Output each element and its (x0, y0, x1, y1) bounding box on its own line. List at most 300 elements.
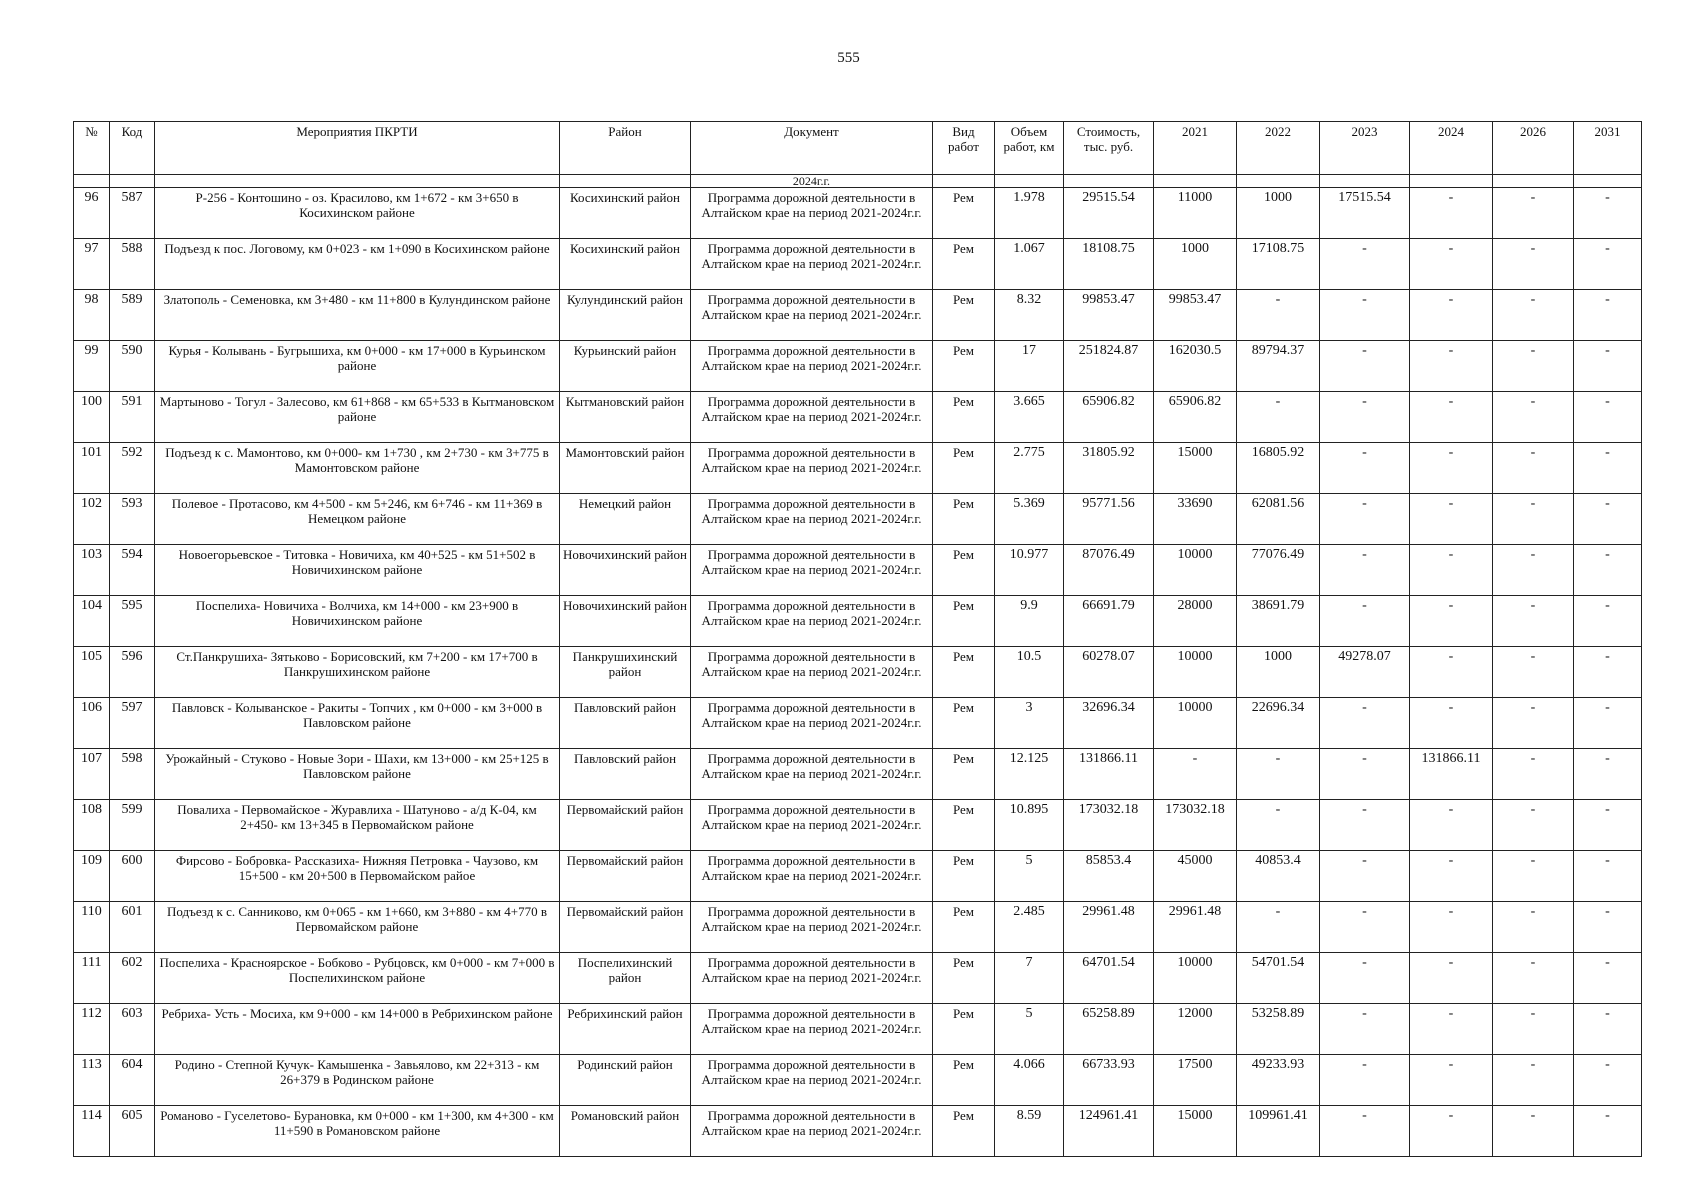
cell-cost: 65258.89 (1064, 1004, 1154, 1055)
cell-document: Программа дорожной деятельности в Алтайском крае на период 2021-2024г.г. (691, 596, 933, 647)
cell-2021: 11000 (1154, 188, 1237, 239)
cell-work-type: Рем (933, 800, 995, 851)
cell-cost: 124961.41 (1064, 1106, 1154, 1157)
cell-district: Павловский район (560, 749, 691, 800)
cell-no: 103 (74, 545, 110, 596)
cell-2031: - (1574, 188, 1642, 239)
cell-2026: - (1493, 239, 1574, 290)
cell-no: 104 (74, 596, 110, 647)
cell-2026: - (1493, 1055, 1574, 1106)
cell-cost: 60278.07 (1064, 647, 1154, 698)
cell-2023: 17515.54 (1320, 188, 1410, 239)
cell-2026: - (1493, 341, 1574, 392)
cell-event: Павловск - Колыванское - Ракиты - Топчих , км 0+000 - км 3+000 в Павловском районе (155, 698, 560, 749)
cell-event: Романово - Гуселетово- Бурановка, км 0+000 - км 1+300, км 4+300 - км 11+590 в Романовском районе (155, 1106, 560, 1157)
roads-program-table (73, 121, 1642, 1157)
cell-code: 595 (110, 596, 155, 647)
cell-2031: - (1574, 698, 1642, 749)
cell-cost: 29961.48 (1064, 902, 1154, 953)
cell-2031: - (1574, 1004, 1642, 1055)
cell-2022: 40853.4 (1237, 851, 1320, 902)
cell-2023: - (1320, 953, 1410, 1004)
cell-no: 110 (74, 902, 110, 953)
cell-document: Программа дорожной деятельности в Алтайском крае на период 2021-2024г.г. (691, 749, 933, 800)
cell-2022: - (1237, 290, 1320, 341)
cell-code: 601 (110, 902, 155, 953)
cell-volume: 12.125 (995, 749, 1064, 800)
cell-code: 590 (110, 341, 155, 392)
cell-volume: 1.978 (995, 188, 1064, 239)
cell-2024: - (1410, 953, 1493, 1004)
cell-volume: 5 (995, 1004, 1064, 1055)
header-2031: 2031 (1574, 122, 1642, 175)
continued-row (74, 175, 1642, 188)
cell-2024: - (1410, 800, 1493, 851)
cell-district: Курьинский район (560, 341, 691, 392)
cell-2021: 12000 (1154, 1004, 1237, 1055)
cell-2022: 1000 (1237, 647, 1320, 698)
cell-district: Ребрихинский район (560, 1004, 691, 1055)
cell-2026: - (1493, 800, 1574, 851)
cell-2031: - (1574, 800, 1642, 851)
table-header (74, 122, 1642, 175)
cell-2026: - (1493, 851, 1574, 902)
cell-2022: 22696.34 (1237, 698, 1320, 749)
cell-document: Программа дорожной деятельности в Алтайском крае на период 2021-2024г.г. (691, 290, 933, 341)
cell-2031: - (1574, 392, 1642, 443)
cell-2022: 109961.41 (1237, 1106, 1320, 1157)
cell-2023: - (1320, 239, 1410, 290)
cell-work-type: Рем (933, 188, 995, 239)
cell-no: 101 (74, 443, 110, 494)
cell-document: Программа дорожной деятельности в Алтайском крае на период 2021-2024г.г. (691, 953, 933, 1004)
cell-2026: - (1493, 188, 1574, 239)
cell-work-type: Рем (933, 545, 995, 596)
header-document: Документ (691, 122, 933, 175)
cell-cost: 99853.47 (1064, 290, 1154, 341)
cell-2031: - (1574, 647, 1642, 698)
cell-work-type: Рем (933, 443, 995, 494)
cell-2031: - (1574, 902, 1642, 953)
cell-event: Новоегорьевское - Титовка - Новичиха, км 40+525 - км 51+502 в Новичихинском районе (155, 545, 560, 596)
cell-2023: - (1320, 443, 1410, 494)
cell-event: Урожайный - Стуково - Новые Зори - Шахи, км 13+000 - км 25+125 в Павловском районе (155, 749, 560, 800)
cell-2022: 16805.92 (1237, 443, 1320, 494)
cell-2024: - (1410, 341, 1493, 392)
cell-2024: - (1410, 851, 1493, 902)
table-row (74, 902, 1642, 953)
cell-event: Ребриха- Усть - Мосиха, км 9+000 - км 14+000 в Ребрихинском районе (155, 1004, 560, 1055)
cell-code: 589 (110, 290, 155, 341)
table-row (74, 800, 1642, 851)
table-row (74, 953, 1642, 1004)
cell-document: Программа дорожной деятельности в Алтайском крае на период 2021-2024г.г. (691, 1004, 933, 1055)
cell-work-type: Рем (933, 851, 995, 902)
cell-2026: - (1493, 1004, 1574, 1055)
cell-2026: - (1493, 545, 1574, 596)
cell-2031: - (1574, 1055, 1642, 1106)
table-row (74, 188, 1642, 239)
cell-district: Поспелихинский район (560, 953, 691, 1004)
table-row (74, 1106, 1642, 1157)
cell-2031: - (1574, 1106, 1642, 1157)
table-row (74, 341, 1642, 392)
cell-2021: 10000 (1154, 953, 1237, 1004)
cell-2022: 38691.79 (1237, 596, 1320, 647)
cell-cost: 95771.56 (1064, 494, 1154, 545)
table-row (74, 1004, 1642, 1055)
cell-code: 591 (110, 392, 155, 443)
cell-2024: - (1410, 239, 1493, 290)
header-event: Мероприятия ПКРТИ (155, 122, 560, 175)
cell-2031: - (1574, 494, 1642, 545)
cell-document: Программа дорожной деятельности в Алтайском крае на период 2021-2024г.г. (691, 902, 933, 953)
cell-event: Повалиха - Первомайское - Журавлиха - Шатуново - а/д К-04, км 2+450- км 13+345 в Первомайском районе (155, 800, 560, 851)
cell-work-type: Рем (933, 647, 995, 698)
table-row (74, 494, 1642, 545)
cell-2024: - (1410, 290, 1493, 341)
cell-2031: - (1574, 443, 1642, 494)
table-row (74, 647, 1642, 698)
cell-no: 96 (74, 188, 110, 239)
table-row (74, 596, 1642, 647)
cell-2024: - (1410, 494, 1493, 545)
cell-volume: 4.066 (995, 1055, 1064, 1106)
cell-code: 593 (110, 494, 155, 545)
cell-event: Подъезд к пос. Логовому, км 0+023 - км 1+090 в Косихинском районе (155, 239, 560, 290)
cell-2031: - (1574, 596, 1642, 647)
cell-cost: 64701.54 (1064, 953, 1154, 1004)
cell-2024: - (1410, 545, 1493, 596)
cell-2021: 173032.18 (1154, 800, 1237, 851)
header-2021: 2021 (1154, 122, 1237, 175)
cell-code: 602 (110, 953, 155, 1004)
cell-2023: - (1320, 1106, 1410, 1157)
cell-2022: 17108.75 (1237, 239, 1320, 290)
cell-2023: - (1320, 545, 1410, 596)
cell-no: 97 (74, 239, 110, 290)
cell-work-type: Рем (933, 1055, 995, 1106)
cell-2022: 49233.93 (1237, 1055, 1320, 1106)
cell-code: 594 (110, 545, 155, 596)
cell-2031: - (1574, 851, 1642, 902)
cell-no: 111 (74, 953, 110, 1004)
cell-volume: 3 (995, 698, 1064, 749)
cell-work-type: Рем (933, 596, 995, 647)
cell-document: Программа дорожной деятельности в Алтайском крае на период 2021-2024г.г. (691, 1055, 933, 1106)
cell-document: Программа дорожной деятельности в Алтайском крае на период 2021-2024г.г. (691, 800, 933, 851)
cell-cost: 66733.93 (1064, 1055, 1154, 1106)
cell-2023: - (1320, 1055, 1410, 1106)
cell-2026: - (1493, 494, 1574, 545)
cell-2031: - (1574, 749, 1642, 800)
cell-2021: - (1154, 749, 1237, 800)
cell-cost: 131866.11 (1064, 749, 1154, 800)
cell-2024: - (1410, 647, 1493, 698)
cell-2031: - (1574, 341, 1642, 392)
cell-2031: - (1574, 239, 1642, 290)
cell-volume: 8.32 (995, 290, 1064, 341)
cell-volume: 9.9 (995, 596, 1064, 647)
cell-district: Панкрушихинский район (560, 647, 691, 698)
cell-volume: 5 (995, 851, 1064, 902)
cell-event: Поспелиха- Новичиха - Волчиха, км 14+000 - км 23+900 в Новичихинском районе (155, 596, 560, 647)
cell-2026: - (1493, 902, 1574, 953)
cell-no: 108 (74, 800, 110, 851)
cell-volume: 2.485 (995, 902, 1064, 953)
cell-volume: 7 (995, 953, 1064, 1004)
cell-2022: - (1237, 392, 1320, 443)
cell-2023: - (1320, 851, 1410, 902)
cell-2024: - (1410, 1055, 1493, 1106)
cell-document: Программа дорожной деятельности в Алтайском крае на период 2021-2024г.г. (691, 545, 933, 596)
cell-2021: 33690 (1154, 494, 1237, 545)
table-row (74, 749, 1642, 800)
cell-district: Первомайский район (560, 800, 691, 851)
cell-work-type: Рем (933, 749, 995, 800)
cell-2022: - (1237, 800, 1320, 851)
cell-2024: - (1410, 392, 1493, 443)
cell-cost: 87076.49 (1064, 545, 1154, 596)
cell-no: 109 (74, 851, 110, 902)
cell-district: Новочихинский район (560, 596, 691, 647)
cell-no: 113 (74, 1055, 110, 1106)
cell-2023: - (1320, 698, 1410, 749)
header-2022: 2022 (1237, 122, 1320, 175)
table-row (74, 290, 1642, 341)
cell-2026: - (1493, 698, 1574, 749)
cell-code: 603 (110, 1004, 155, 1055)
cell-2024: - (1410, 1004, 1493, 1055)
cell-event: Фирсово - Бобровка- Рассказиха- Нижняя Петровка - Чаузово, км 15+500 - км 20+500 в Первомайском райое (155, 851, 560, 902)
cell-district: Новочихинский район (560, 545, 691, 596)
header-2023: 2023 (1320, 122, 1410, 175)
cell-2021: 1000 (1154, 239, 1237, 290)
cell-code: 587 (110, 188, 155, 239)
cell-event: Златополь - Семеновка, км 3+480 - км 11+800 в Кулундинском районе (155, 290, 560, 341)
cell-district: Косихинский район (560, 188, 691, 239)
cell-2023: - (1320, 341, 1410, 392)
header-2026: 2026 (1493, 122, 1574, 175)
cell-no: 112 (74, 1004, 110, 1055)
cell-cost: 66691.79 (1064, 596, 1154, 647)
cell-2021: 17500 (1154, 1055, 1237, 1106)
cell-no: 105 (74, 647, 110, 698)
cell-code: 599 (110, 800, 155, 851)
cell-district: Родинский район (560, 1055, 691, 1106)
cell-document: Программа дорожной деятельности в Алтайском крае на период 2021-2024г.г. (691, 188, 933, 239)
cell-2024: 131866.11 (1410, 749, 1493, 800)
cell-event: Курья - Колывань - Бугрышиха, км 0+000 - км 17+000 в Курьинском районе (155, 341, 560, 392)
cell-2023: - (1320, 494, 1410, 545)
cell-2022: 77076.49 (1237, 545, 1320, 596)
cell-document: Программа дорожной деятельности в Алтайском крае на период 2021-2024г.г. (691, 341, 933, 392)
cell-2031: - (1574, 290, 1642, 341)
cell-2026: - (1493, 443, 1574, 494)
cell-cost: 251824.87 (1064, 341, 1154, 392)
cell-work-type: Рем (933, 494, 995, 545)
cell-volume: 10.977 (995, 545, 1064, 596)
cell-no: 114 (74, 1106, 110, 1157)
table-row (74, 698, 1642, 749)
cell-cost: 173032.18 (1064, 800, 1154, 851)
cell-volume: 10.5 (995, 647, 1064, 698)
cell-2024: - (1410, 902, 1493, 953)
continued-document: 2024г.г. (691, 175, 933, 188)
cell-2023: - (1320, 1004, 1410, 1055)
cell-volume: 2.775 (995, 443, 1064, 494)
cell-district: Первомайский район (560, 902, 691, 953)
cell-work-type: Рем (933, 341, 995, 392)
cell-2024: - (1410, 596, 1493, 647)
cell-event: Р-256 - Контошино - оз. Красилово, км 1+672 - км 3+650 в Косихинском районе (155, 188, 560, 239)
cell-document: Программа дорожной деятельности в Алтайском крае на период 2021-2024г.г. (691, 851, 933, 902)
cell-event: Мартыново - Тогул - Залесово, км 61+868 - км 65+533 в Кытмановском районе (155, 392, 560, 443)
cell-2022: 1000 (1237, 188, 1320, 239)
cell-2024: - (1410, 1106, 1493, 1157)
cell-2022: - (1237, 902, 1320, 953)
cell-work-type: Рем (933, 953, 995, 1004)
cell-code: 597 (110, 698, 155, 749)
cell-2021: 15000 (1154, 443, 1237, 494)
cell-cost: 29515.54 (1064, 188, 1154, 239)
header-cost: Стоимость, тыс. руб. (1064, 122, 1154, 175)
cell-no: 107 (74, 749, 110, 800)
cell-code: 592 (110, 443, 155, 494)
cell-document: Программа дорожной деятельности в Алтайском крае на период 2021-2024г.г. (691, 392, 933, 443)
cell-2026: - (1493, 953, 1574, 1004)
cell-2022: 54701.54 (1237, 953, 1320, 1004)
cell-cost: 85853.4 (1064, 851, 1154, 902)
cell-work-type: Рем (933, 392, 995, 443)
cell-code: 596 (110, 647, 155, 698)
cell-district: Романовский район (560, 1106, 691, 1157)
cell-2022: 53258.89 (1237, 1004, 1320, 1055)
cell-2026: - (1493, 749, 1574, 800)
cell-cost: 32696.34 (1064, 698, 1154, 749)
cell-event: Полевое - Протасово, км 4+500 - км 5+246, км 6+746 - км 11+369 в Немецком районе (155, 494, 560, 545)
header-work-type: Вид работ (933, 122, 995, 175)
cell-2024: - (1410, 443, 1493, 494)
cell-work-type: Рем (933, 698, 995, 749)
table-row (74, 392, 1642, 443)
cell-volume: 17 (995, 341, 1064, 392)
cell-code: 600 (110, 851, 155, 902)
cell-code: 605 (110, 1106, 155, 1157)
cell-2026: - (1493, 647, 1574, 698)
cell-cost: 65906.82 (1064, 392, 1154, 443)
table-row (74, 1055, 1642, 1106)
cell-event: Родино - Степной Кучук- Камышенка - Завьялово, км 22+313 - км 26+379 в Родинском районе (155, 1055, 560, 1106)
cell-event: Подъезд к с. Санниково, км 0+065 - км 1+660, км 3+880 - км 4+770 в Первомайском районе (155, 902, 560, 953)
cell-2031: - (1574, 545, 1642, 596)
cell-code: 588 (110, 239, 155, 290)
cell-no: 100 (74, 392, 110, 443)
cell-district: Первомайский район (560, 851, 691, 902)
cell-cost: 31805.92 (1064, 443, 1154, 494)
table-row (74, 545, 1642, 596)
cell-2031: - (1574, 953, 1642, 1004)
cell-document: Программа дорожной деятельности в Алтайском крае на период 2021-2024г.г. (691, 698, 933, 749)
cell-2022: 62081.56 (1237, 494, 1320, 545)
cell-document: Программа дорожной деятельности в Алтайском крае на период 2021-2024г.г. (691, 1106, 933, 1157)
table-row (74, 851, 1642, 902)
cell-2026: - (1493, 596, 1574, 647)
cell-2021: 28000 (1154, 596, 1237, 647)
header-code: Код (110, 122, 155, 175)
table-row (74, 443, 1642, 494)
header-district: Район (560, 122, 691, 175)
cell-document: Программа дорожной деятельности в Алтайском крае на период 2021-2024г.г. (691, 239, 933, 290)
cell-2021: 10000 (1154, 647, 1237, 698)
cell-2021: 65906.82 (1154, 392, 1237, 443)
cell-2021: 10000 (1154, 545, 1237, 596)
cell-volume: 8.59 (995, 1106, 1064, 1157)
cell-event: Подъезд к с. Мамонтово, км 0+000- км 1+730 , км 2+730 - км 3+775 в Мамонтовском районе (155, 443, 560, 494)
cell-2023: - (1320, 290, 1410, 341)
cell-2022: 89794.37 (1237, 341, 1320, 392)
cell-2024: - (1410, 188, 1493, 239)
cell-2021: 15000 (1154, 1106, 1237, 1157)
cell-2024: - (1410, 698, 1493, 749)
cell-code: 604 (110, 1055, 155, 1106)
cell-document: Программа дорожной деятельности в Алтайском крае на период 2021-2024г.г. (691, 647, 933, 698)
cell-volume: 10.895 (995, 800, 1064, 851)
cell-district: Павловский район (560, 698, 691, 749)
cell-no: 102 (74, 494, 110, 545)
header-volume: Объем работ, км (995, 122, 1064, 175)
cell-work-type: Рем (933, 239, 995, 290)
cell-document: Программа дорожной деятельности в Алтайском крае на период 2021-2024г.г. (691, 443, 933, 494)
cell-2023: - (1320, 800, 1410, 851)
cell-work-type: Рем (933, 1004, 995, 1055)
cell-2021: 45000 (1154, 851, 1237, 902)
table-row (74, 239, 1642, 290)
page-number: 555 (837, 50, 860, 66)
cell-code: 598 (110, 749, 155, 800)
header-no: № (74, 122, 110, 175)
cell-district: Кытмановский район (560, 392, 691, 443)
cell-volume: 3.665 (995, 392, 1064, 443)
cell-district: Косихинский район (560, 239, 691, 290)
cell-no: 98 (74, 290, 110, 341)
cell-event: Ст.Панкрушиха- Зятьково - Борисовский, км 7+200 - км 17+700 в Панкрушихинском районе (155, 647, 560, 698)
cell-2021: 10000 (1154, 698, 1237, 749)
cell-2026: - (1493, 290, 1574, 341)
cell-2023: - (1320, 392, 1410, 443)
cell-volume: 1.067 (995, 239, 1064, 290)
cell-cost: 18108.75 (1064, 239, 1154, 290)
cell-no: 106 (74, 698, 110, 749)
cell-2026: - (1493, 392, 1574, 443)
cell-2021: 99853.47 (1154, 290, 1237, 341)
cell-2023: - (1320, 596, 1410, 647)
cell-document: Программа дорожной деятельности в Алтайском крае на период 2021-2024г.г. (691, 494, 933, 545)
cell-work-type: Рем (933, 1106, 995, 1157)
cell-work-type: Рем (933, 290, 995, 341)
cell-2026: - (1493, 1106, 1574, 1157)
cell-2023: - (1320, 749, 1410, 800)
cell-2021: 162030.5 (1154, 341, 1237, 392)
cell-event: Поспелиха - Красноярское - Бобково - Рубцовск, км 0+000 - км 7+000 в Поспелихинском районе (155, 953, 560, 1004)
cell-volume: 5.369 (995, 494, 1064, 545)
cell-district: Немецкий район (560, 494, 691, 545)
cell-district: Кулундинский район (560, 290, 691, 341)
cell-work-type: Рем (933, 902, 995, 953)
header-2024: 2024 (1410, 122, 1493, 175)
cell-2021: 29961.48 (1154, 902, 1237, 953)
cell-no: 99 (74, 341, 110, 392)
